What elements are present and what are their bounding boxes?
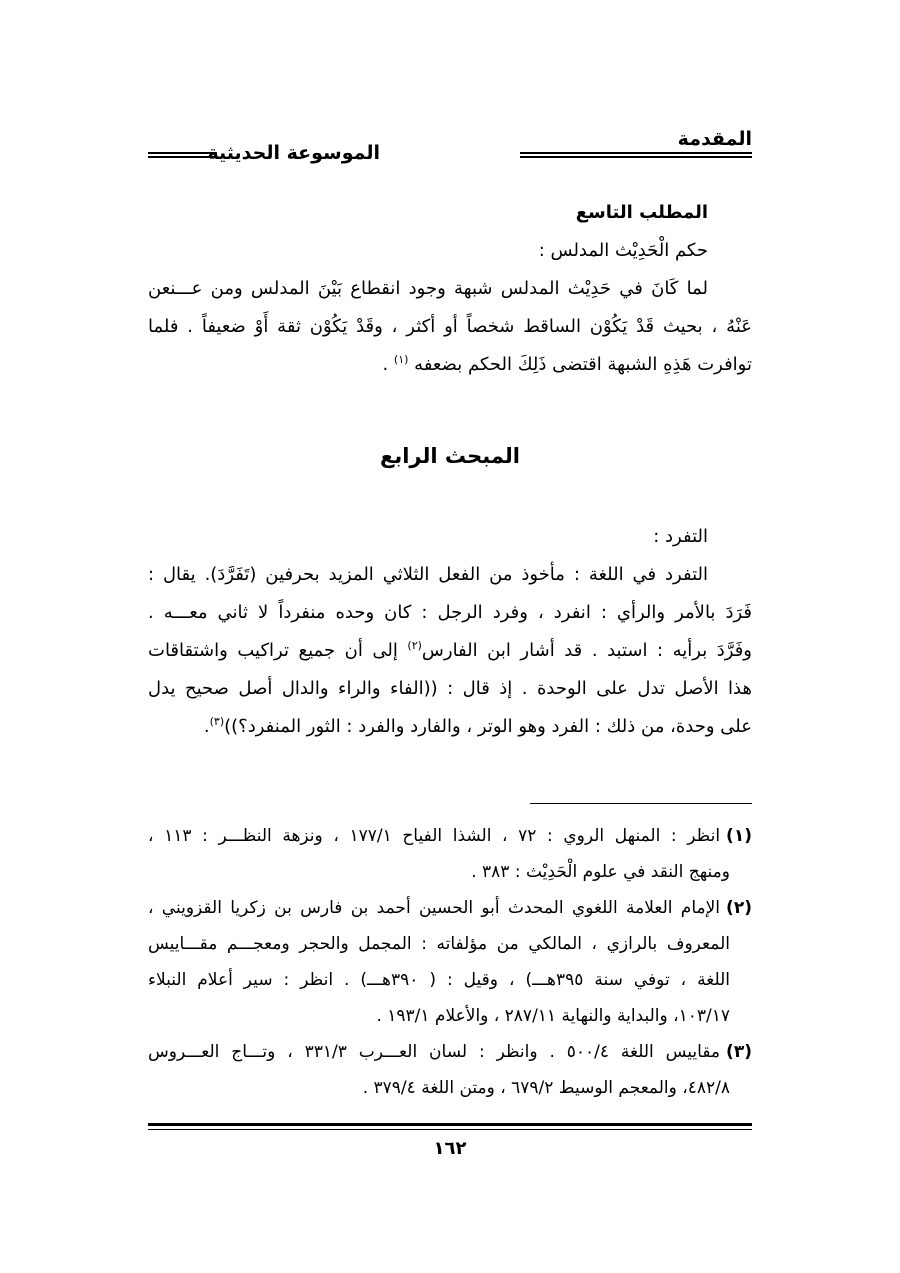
header-book-title: الموسوعة الحديثية [207, 142, 380, 164]
header-section-name: المقدمة [677, 128, 752, 150]
footnote-line: ١٠٣/١٧، والبداية والنهاية ٢٨٧/١١ ، والأعلام ١٩٣/١ . [376, 1006, 730, 1026]
paragraph-end: . [203, 716, 210, 737]
section-title: المطلب التاسع [575, 202, 708, 223]
footnote-line: المعروف بالرازي ، المالكي من مؤلفاته : المجمل والحجر ومعجـــم مقـــاييس [148, 934, 730, 954]
paragraph-line: هذا الأصل تدل على الوحدة . إذ قال : ((الفاء والراء والدال أصل صحيح يدل [148, 678, 752, 699]
footnote-line: اللغة ، توفي سنة ٣٩٥هـــ) ، وقيل : ( ٣٩٠هـــ) . انظر : سير أعلام النبلاء [148, 970, 730, 990]
paragraph-text: توافرت هَذِهِ الشبهة اقتضى ذَلِكَ الحكم بضعفه [414, 354, 752, 375]
running-header [148, 128, 752, 168]
footnote-number: (٣) [726, 1042, 752, 1062]
header-rule-short [148, 152, 214, 158]
footnote-ref-1[interactable]: (١) [393, 353, 409, 366]
footnote-ref-2[interactable]: (٢) [407, 639, 422, 652]
header-rule-long [520, 152, 752, 158]
paragraph-line: فَرَدَ بالأمر والرأي : انفرد ، وفرد الرجل : كان وحده منفرداً لا ثاني معـــه . [148, 602, 752, 623]
paragraph-line: لما كَانَ في حَدِيْث المدلس شبهة وجود انقطاع بَيْنَ المدلس ومن عـــنعن [148, 278, 708, 299]
footnote-ref-3[interactable]: (٣) [209, 715, 225, 728]
paragraph-end: . [382, 354, 394, 375]
paragraph-line: عَنْهُ ، بحيث قَدْ يَكُوْن الساقط شخصاً أو أكثر ، وقَدْ يَكُوْن ثقة أَوْ ضعيفاً . فلما [148, 316, 752, 337]
footnote-number: (١) [726, 826, 752, 846]
paragraph-line [148, 632, 752, 670]
section-tafarrud [148, 518, 752, 746]
footnote-text: مقاييس اللغة ٥٠٠/٤ . وانظر : لسان العـــرب ٣٣١/٣ ، وتـــاج العـــروس [148, 1042, 721, 1062]
term-label: التفرد : [653, 526, 708, 547]
footer-rule-thick [148, 1123, 752, 1126]
footnote-3 [148, 1034, 752, 1070]
paragraph-text: على وحدة، من ذلك : الفرد وهو الوتر ، والفارد والفرد : الثور المنفرد؟)) [224, 716, 752, 737]
footnote-separator [530, 803, 752, 804]
chapter-heading: المبحث الرابع [380, 444, 520, 468]
footnote-2 [148, 890, 752, 926]
paragraph-line [148, 708, 752, 746]
footnote-text: انظر : المنهل الروي : ٧٢ ، الشذا الفياح ١٧٧/١ ، ونزهة النظـــر : ١١٣ ، [148, 826, 721, 846]
page-number: ١٦٢ [433, 1138, 467, 1159]
paragraph-text: وفَرَّدَ برأيه : استبد . قد أشار ابن الفارس [421, 640, 752, 661]
footnote-line: ومنهج النقد في علوم الْحَدِيْث : ٣٨٣ . [471, 862, 730, 882]
paragraph-line: توافرت هَذِهِ الشبهة اقتضى ذَلِكَ الحكم بضعفه‏ $^{(١)}$ . [382, 353, 752, 375]
footnote-1 [148, 818, 752, 854]
footnote-text: الإمام العلامة اللغوي المحدث أبو الحسين أحمد بن فارس بن زكريا القزويني ، [148, 898, 721, 918]
section-ninth-matlab [148, 194, 752, 384]
paragraph-text: إلى أن جميع تراكيب واشتقاقات [148, 640, 408, 661]
paragraph-line: التفرد في اللغة : مأخوذ من الفعل الثلاثي المزيد بحرفين (تَفَرَّدَ). يقال : [148, 564, 708, 585]
footnote-line: ٤٨٢/٨، والمعجم الوسيط ٦٧٩/٢ ، ومتن اللغة ٣٧٩/٤ . [362, 1078, 730, 1098]
footnote-number: (٢) [726, 898, 752, 918]
footnotes [148, 818, 752, 1106]
section-subtitle: حكم الْحَدِيْث المدلس : [538, 240, 708, 261]
footer-rule-thin [148, 1129, 752, 1130]
